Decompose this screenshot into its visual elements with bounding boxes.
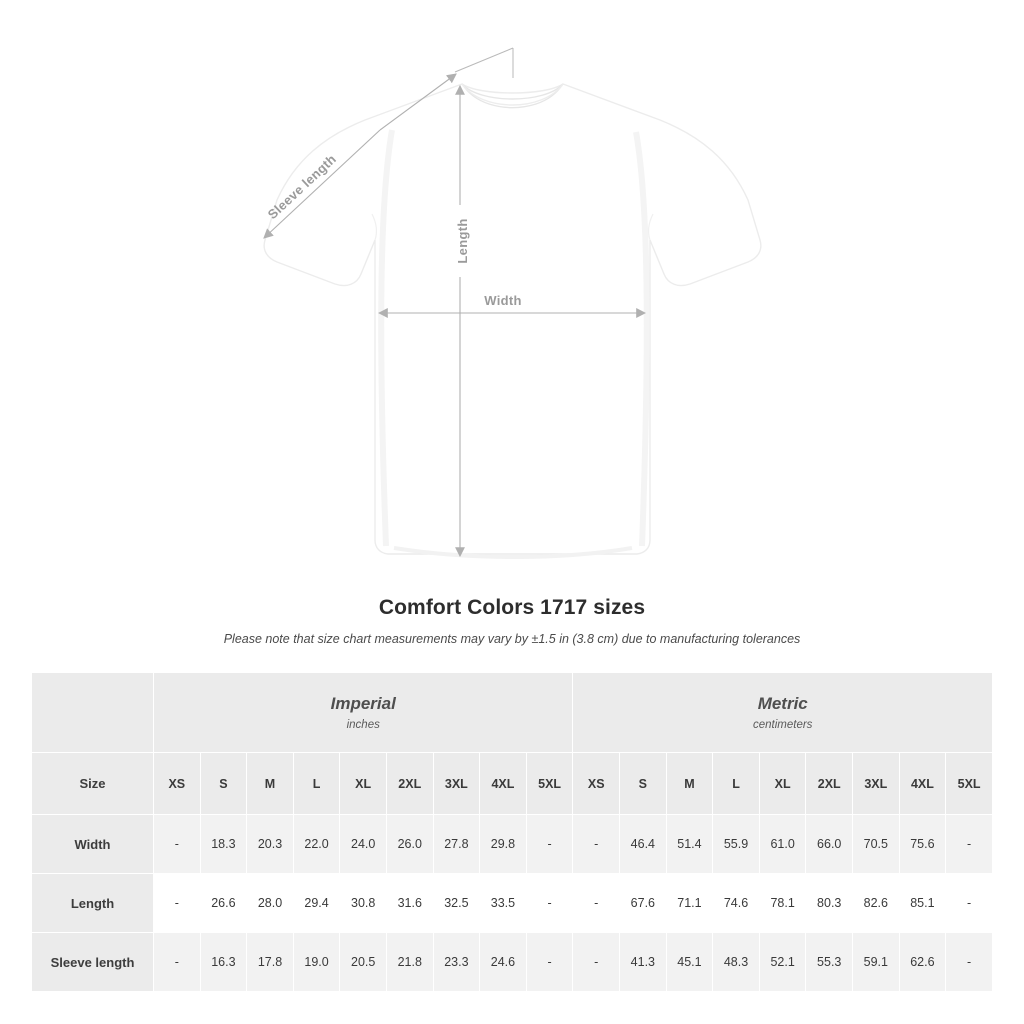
- table-row: [32, 874, 993, 933]
- corner-blank: [32, 673, 154, 753]
- size-col-imperial-5xl: 5XL: [526, 753, 573, 815]
- cell-width-imperial-4xl: 29.8: [480, 815, 527, 874]
- cell-sleeve-imperial-3xl: 23.3: [433, 933, 480, 992]
- cell-sleeve-imperial-4xl: 24.6: [480, 933, 527, 992]
- size-chart-table: [31, 672, 993, 992]
- tshirt-shape: [264, 84, 761, 557]
- row-label-sleeve-length: Sleeve length: [32, 933, 154, 992]
- size-col-imperial-3xl: 3XL: [433, 753, 480, 815]
- cell-width-imperial-m: 20.3: [247, 815, 294, 874]
- cell-length-metric-l: 74.6: [713, 874, 760, 933]
- cell-sleeve-metric-m: 45.1: [666, 933, 713, 992]
- table-row: [32, 933, 993, 992]
- size-col-metric-m: M: [666, 753, 713, 815]
- cell-sleeve-metric-xl: 52.1: [759, 933, 806, 992]
- cell-sleeve-metric-xs: -: [573, 933, 620, 992]
- cell-length-imperial-xl: 30.8: [340, 874, 387, 933]
- cell-width-metric-3xl: 70.5: [853, 815, 900, 874]
- cell-width-metric-xl: 61.0: [759, 815, 806, 874]
- cell-sleeve-imperial-2xl: 21.8: [386, 933, 433, 992]
- cell-width-metric-m: 51.4: [666, 815, 713, 874]
- size-col-metric-4xl: 4XL: [899, 753, 946, 815]
- length-label: Length: [455, 218, 470, 264]
- cell-length-metric-3xl: 82.6: [853, 874, 900, 933]
- size-col-imperial-xl: XL: [340, 753, 387, 815]
- cell-length-metric-xl: 78.1: [759, 874, 806, 933]
- row-label-length: Length: [32, 874, 154, 933]
- cell-sleeve-imperial-5xl: -: [526, 933, 573, 992]
- size-col-metric-5xl: 5XL: [946, 753, 993, 815]
- cell-length-imperial-l: 29.4: [293, 874, 340, 933]
- cell-width-imperial-s: 18.3: [200, 815, 247, 874]
- cell-length-imperial-4xl: 33.5: [480, 874, 527, 933]
- size-col-metric-l: L: [713, 753, 760, 815]
- size-col-imperial-l: L: [293, 753, 340, 815]
- unit-header-metric: [573, 673, 993, 753]
- cell-length-imperial-3xl: 32.5: [433, 874, 480, 933]
- size-col-metric-xl: XL: [759, 753, 806, 815]
- cell-length-imperial-5xl: -: [526, 874, 573, 933]
- size-header-row: [32, 753, 993, 815]
- cell-sleeve-imperial-l: 19.0: [293, 933, 340, 992]
- title-block: [0, 596, 1024, 646]
- cell-width-metric-2xl: 66.0: [806, 815, 853, 874]
- cell-width-metric-s: 46.4: [620, 815, 667, 874]
- cell-sleeve-imperial-s: 16.3: [200, 933, 247, 992]
- cell-sleeve-metric-5xl: -: [946, 933, 993, 992]
- cell-length-metric-m: 71.1: [666, 874, 713, 933]
- cell-width-imperial-5xl: -: [526, 815, 573, 874]
- cell-width-metric-xs: -: [573, 815, 620, 874]
- size-col-metric-s: S: [620, 753, 667, 815]
- width-label: Width: [484, 293, 522, 308]
- unit-name-imperial: Imperial: [330, 694, 396, 714]
- cell-width-imperial-l: 22.0: [293, 815, 340, 874]
- unit-header-row: [32, 673, 993, 753]
- cell-sleeve-imperial-xs: -: [154, 933, 201, 992]
- sleeve-length-label: Sleeve length: [264, 151, 340, 223]
- cell-sleeve-metric-2xl: 55.3: [806, 933, 853, 992]
- cell-sleeve-imperial-xl: 20.5: [340, 933, 387, 992]
- cell-sleeve-metric-3xl: 59.1: [853, 933, 900, 992]
- unit-sub-imperial: inches: [346, 718, 380, 731]
- cell-sleeve-imperial-m: 17.8: [247, 933, 294, 992]
- size-header-label: Size: [32, 753, 154, 815]
- size-col-metric-3xl: 3XL: [853, 753, 900, 815]
- cell-width-metric-l: 55.9: [713, 815, 760, 874]
- unit-header-imperial: [154, 673, 573, 753]
- size-col-imperial-m: M: [247, 753, 294, 815]
- cell-length-imperial-s: 26.6: [200, 874, 247, 933]
- cell-sleeve-metric-4xl: 62.6: [899, 933, 946, 992]
- unit-sub-metric: centimeters: [753, 718, 813, 731]
- cell-length-metric-5xl: -: [946, 874, 993, 933]
- cell-length-metric-2xl: 80.3: [806, 874, 853, 933]
- page-title: Comfort Colors 1717 sizes: [378, 596, 646, 619]
- cell-width-imperial-2xl: 26.0: [386, 815, 433, 874]
- cell-length-imperial-xs: -: [154, 874, 201, 933]
- cell-length-metric-s: 67.6: [620, 874, 667, 933]
- cell-width-imperial-xl: 24.0: [340, 815, 387, 874]
- cell-length-imperial-m: 28.0: [247, 874, 294, 933]
- unit-name-metric: Metric: [757, 694, 808, 714]
- size-col-metric-xs: XS: [573, 753, 620, 815]
- cell-width-imperial-xs: -: [154, 815, 201, 874]
- cell-length-imperial-2xl: 31.6: [386, 874, 433, 933]
- cell-width-metric-4xl: 75.6: [899, 815, 946, 874]
- cell-length-metric-xs: -: [573, 874, 620, 933]
- cell-width-imperial-3xl: 27.8: [433, 815, 480, 874]
- cell-sleeve-metric-l: 48.3: [713, 933, 760, 992]
- cell-sleeve-metric-s: 41.3: [620, 933, 667, 992]
- size-col-imperial-s: S: [200, 753, 247, 815]
- size-col-metric-2xl: 2XL: [806, 753, 853, 815]
- cell-length-metric-4xl: 85.1: [899, 874, 946, 933]
- size-col-imperial-xs: XS: [154, 753, 201, 815]
- size-col-imperial-4xl: 4XL: [480, 753, 527, 815]
- tolerance-note: Please note that size chart measurements may vary by ±1.5 in (3.8 cm) due to manufacturing tolerances: [223, 632, 801, 646]
- row-label-width: Width: [32, 815, 154, 874]
- cell-width-metric-5xl: -: [946, 815, 993, 874]
- table-row: [32, 815, 993, 874]
- size-col-imperial-2xl: 2XL: [386, 753, 433, 815]
